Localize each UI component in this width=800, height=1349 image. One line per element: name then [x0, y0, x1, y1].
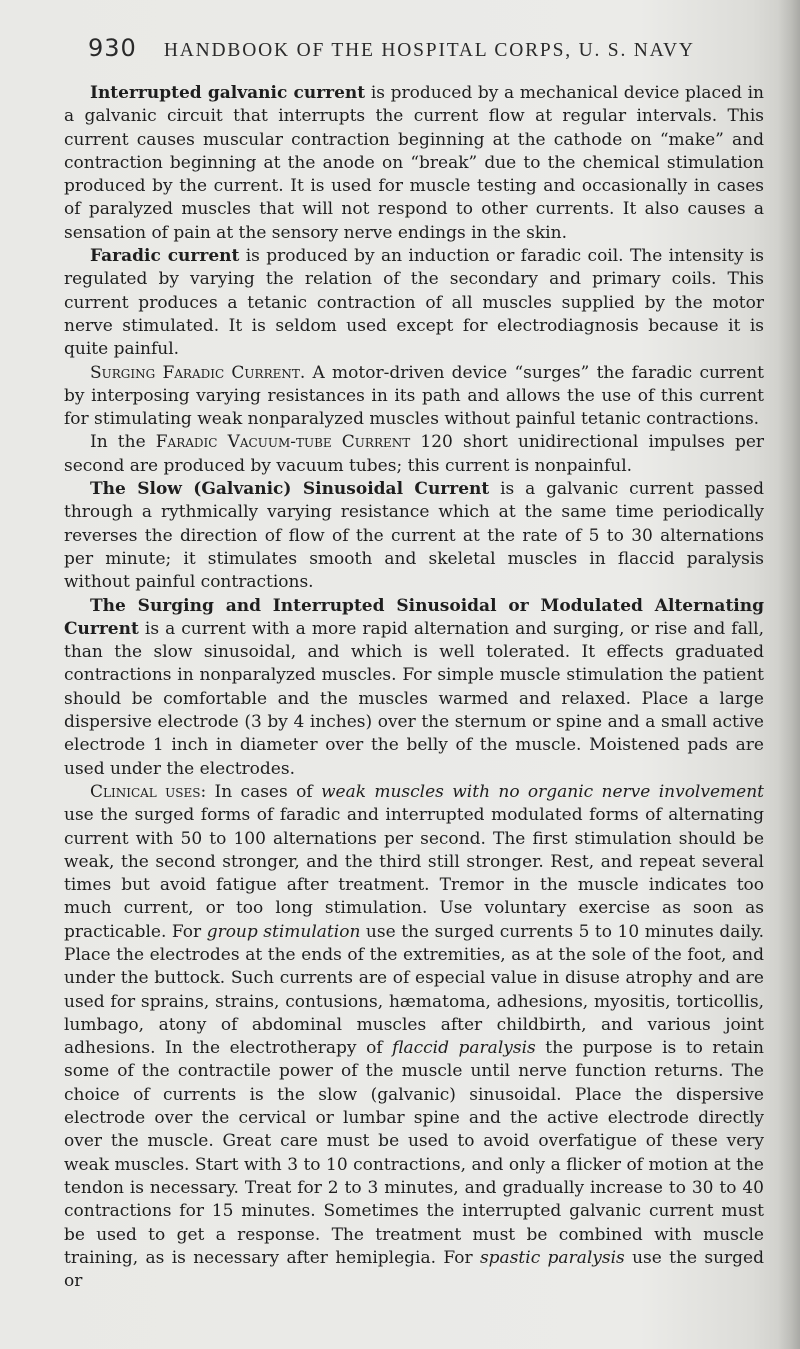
running-head — [88, 34, 788, 74]
term-slow-sinusoidal: The Slow (Galvanic) Sinusoidal Current — [90, 479, 490, 500]
paragraph-text: In the — [90, 432, 156, 453]
paragraph-clinical-uses — [64, 781, 764, 1294]
term-interrupted-galvanic: Interrupted galvanic current — [90, 83, 366, 103]
paragraph-text: is a current with a more rapid alternation and surging, or rise and fall, than the slow sinusoidal, and which is well tolerated. It effects graduated contractions in nonparalyzed muscles. For simple muscle stimulation the patient should be comfortable and the muscles warmed and relaxed. Place a large dispersive electrode (3 by 4 inches) over the sternum or spine and a small active electrode 1 inch in diameter over the belly of the muscle. Moistened pads are used under the electrodes. — [64, 618, 764, 779]
emphasis-weak-muscles: weak muscles with no organic nerve involvement — [320, 781, 764, 802]
paragraph-text: is produced by a mechanical device placed in a galvanic circuit that interrupts the current flow at regular intervals. This current causes muscular contraction beginning at the cathode on “make” and contraction beginning at the anode on “break” due to the chemical stimulation produced by the current. It is used for muscle testing and occasionally in cases of paralyzed muscles that will not respond to other currents. It also causes a sensation of pain at the sensory nerve endings in the skin. — [64, 83, 765, 243]
paragraph-text: 120 short unidirectional impulses per second are produced by vacuum tubes; this current is nonpainful. — [64, 432, 765, 476]
paragraph-vacuum-tube — [64, 431, 764, 478]
running-title: HANDBOOK OF THE HOSPITAL CORPS, U. S. NAVY — [163, 40, 695, 61]
paragraph-text: In cases of — [206, 781, 321, 802]
term-surging-interrupted: The Surging and Interrupted Sinusoidal or Modulated Alternating Current — [64, 595, 764, 639]
term-surging-faradic: Surging Faradic Current. — [90, 362, 306, 383]
emphasis-group-stimulation: group stimulation — [206, 921, 361, 942]
emphasis-spastic-paralysis: spastic paralysis — [479, 1247, 625, 1268]
emphasis-flaccid-paralysis: flaccid paralysis — [392, 1038, 536, 1059]
term-faradic: Faradic current — [90, 246, 240, 267]
page-edge-shadow — [778, 0, 800, 1349]
paragraph-text: use the surged forms of faradic and interrupted modulated forms of alternating current with 50 to 100 alternations per second. The first stimulation should be weak, the second stronger, and the third still stronger. Rest, and repeat several times but avoid fatigue after treatment. Tremor in the muscle indicates too much current, or too long stimulation. Use voluntary exercise as soon as practicable. For — [64, 805, 764, 942]
body-text — [64, 82, 764, 1293]
paragraph-text: is produced by an induction or faradic coil. The intensity is regulated by varying the relation of the secondary and primary coils. This current produces a tetanic contraction of all muscles supplied by the motor nerve stimulated. It is seldom used except for electrodiagnosis because it is quite painful. — [64, 246, 764, 360]
paragraph-text: the purpose is to retain some of the contractile power of the muscle until nerve function returns. The choice of currents is the slow (galvanic) sinusoidal. Place the dispersive electrode over the cervical or lumbar spine and the active electrode directly over the muscle. Great care must be used to avoid overfatigue of these very weak muscles. Start with 3 to 10 contractions, and only a flicker of motion at the tendon is necessary. Treat for 2 to 3 minutes, and gradually increase to 30 to 40 contractions for 15 minutes. Sometimes the interrupted galvanic current must be used to get a response. The treatment must be combined with muscle training, as is necessary after hemiplegia. For — [64, 1038, 764, 1268]
paragraph-text: A motor-driven device “surges” the faradic current by interposing varying resistances in its path and allows the use of this current for stimulating weak nonparalyzed muscles without painful tetanic contractions. — [64, 362, 765, 430]
paragraph-text: is a galvanic current passed through a rythmically varying resistance which at the same time periodically reverses the direction of flow of the current at the rate of 5 to 30 alternations per minute; it stimulates smooth and skeletal muscles in flaccid paralysis without painful contractions. — [64, 479, 764, 593]
page-number: 930 — [88, 34, 137, 62]
paragraph-text: use the surged or — [64, 1247, 764, 1292]
term-clinical-uses: Clinical uses: — [90, 781, 207, 802]
term-vacuum-tube: Faradic Vacuum-tube Current — [155, 432, 411, 453]
paragraph-text: use the surged currents 5 to 10 minutes daily. Place the electrodes at the ends of the extremities, as at the sole of the foot, and under the buttock. Such currents are of especial value in disuse atrophy and are used for sprains, strains, contusions, hæmatoma, adhesions, myositis, torticollis, lumbago, atony of abdominal muscles after childbirth, and various joint adhesions. In the electrotherapy of — [64, 921, 764, 1059]
paragraph-interrupted-galvanic — [64, 82, 764, 245]
paragraph-surging-faradic — [64, 362, 764, 432]
paragraph-surging-interrupted — [64, 595, 764, 781]
paragraph-faradic — [64, 245, 764, 361]
paragraph-slow-sinusoidal — [64, 478, 764, 594]
